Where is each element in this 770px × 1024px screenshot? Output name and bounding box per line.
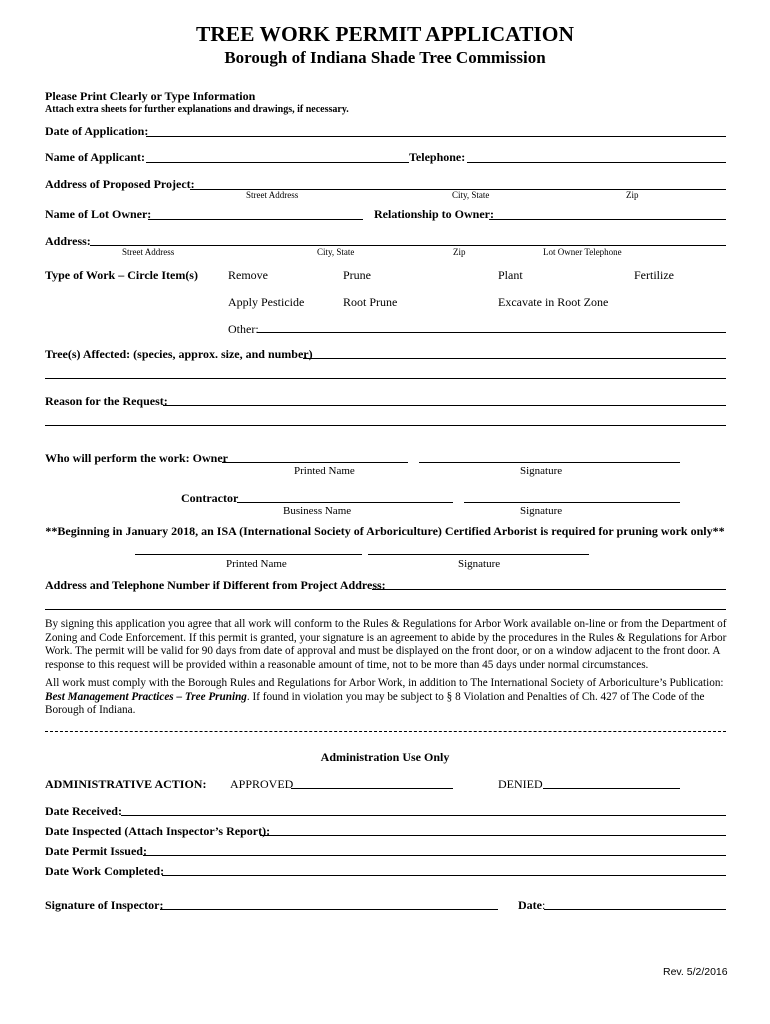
- compliance-paragraph: All work must comply with the Borough Rules and Regulations for Arbor Work, in addition to The International Society of Arboriculture’s Publication: Best Management Practices – Tree Pruning. If found in violation you may be subject to § 8 Violation and Penalties of Ch. 427 of The Code of the Borough of Indiana.: [45, 677, 724, 717]
- option-root-prune[interactable]: Root Prune: [343, 295, 398, 309]
- arborist-signature-field[interactable]: [368, 554, 589, 555]
- arborist-signature-caption: Signature: [458, 558, 501, 570]
- type-of-work-label: Type of Work – Circle Item(s): [45, 268, 198, 282]
- approved-label: APPROVED: [230, 777, 294, 791]
- owner-signature-caption: Signature: [520, 465, 563, 477]
- date-permit-issued-label: Date Permit Issued:: [45, 844, 147, 858]
- alt-address-label: Address and Telephone Number if Different from Project Address:: [45, 578, 386, 592]
- date-inspected-field[interactable]: [260, 835, 726, 836]
- relationship-label: Relationship to Owner:: [374, 207, 494, 221]
- admin-action-label: ADMINISTRATIVE ACTION:: [45, 777, 207, 791]
- form-title: TREE WORK PERMIT APPLICATION: [195, 22, 575, 46]
- owner-address-field[interactable]: [90, 245, 726, 246]
- owner-printed-name-caption: Printed Name: [294, 465, 355, 477]
- owner-signature-field[interactable]: [419, 462, 680, 463]
- inspector-signature-field[interactable]: [160, 909, 498, 910]
- date-work-completed-field[interactable]: [162, 875, 726, 876]
- date-of-application-label: Date of Application:: [45, 124, 149, 138]
- option-plant[interactable]: Plant: [498, 268, 523, 282]
- alt-address-field-2[interactable]: [45, 609, 726, 610]
- inspector-signature-label: Signature of Inspector:: [45, 898, 164, 912]
- form-subtitle: Borough of Indiana Shade Tree Commission: [224, 48, 546, 67]
- other-label: Other:: [228, 322, 259, 336]
- option-excavate[interactable]: Excavate in Root Zone: [498, 295, 609, 309]
- option-apply-pesticide[interactable]: Apply Pesticide: [228, 295, 305, 309]
- who-will-perform-label: Who will perform the work: Owner: [45, 451, 228, 465]
- date-inspected-label: Date Inspected (Attach Inspector’s Report):: [45, 824, 271, 838]
- contractor-label: Contractor: [181, 491, 239, 505]
- other-field[interactable]: [257, 332, 726, 333]
- date-received-field[interactable]: [121, 815, 726, 816]
- date-of-application-field[interactable]: [146, 136, 726, 137]
- telephone-field[interactable]: [467, 162, 726, 163]
- contractor-signature-caption: Signature: [520, 505, 563, 517]
- arborist-printed-name-field[interactable]: [135, 554, 362, 555]
- option-prune[interactable]: Prune: [343, 268, 371, 282]
- date-work-completed-label: Date Work Completed:: [45, 864, 165, 878]
- owner-address-label: Address:: [45, 234, 91, 248]
- trees-affected-field-2[interactable]: [45, 378, 726, 379]
- owner-zip-caption: Zip: [453, 247, 466, 257]
- owner-street-caption: Street Address: [122, 247, 175, 257]
- agreement-paragraph: By signing this application you agree that all work will conform to the Rules & Regulations for Arbor Work available on-line or from the Department of Zoning and Code Enforcement. If this permit is granted, your signature is an agreement to abide by the procedures in the Rules & Regulations for Arbor Work. The permit will be valid for 90 days from date of approval and must be displayed on the front door, or on a window adjacent to the front door. A response to this request will be provided within a reasonable amount of time, not to be more than 45 days under normal circumstances.: [45, 618, 727, 671]
- telephone-label: Telephone:: [409, 150, 466, 164]
- denied-label: DENIED: [498, 777, 543, 791]
- date-received-label: Date Received:: [45, 804, 122, 818]
- reason-field-2[interactable]: [45, 425, 726, 426]
- reason-field[interactable]: [163, 405, 726, 406]
- street-address-caption: Street Address: [246, 190, 299, 200]
- admin-heading: Administration Use Only: [320, 750, 450, 764]
- city-state-caption: City, State: [452, 190, 490, 200]
- option-fertilize[interactable]: Fertilize: [634, 268, 674, 282]
- relationship-field[interactable]: [489, 219, 726, 220]
- inspector-date-label: Date:: [518, 898, 546, 912]
- inspector-date-field[interactable]: [544, 909, 726, 910]
- option-remove[interactable]: Remove: [228, 268, 268, 282]
- contractor-signature-field[interactable]: [464, 502, 680, 503]
- zip-caption: Zip: [626, 190, 639, 200]
- arborist-printed-name-caption: Printed Name: [226, 558, 287, 570]
- project-address-label: Address of Proposed Project:: [45, 177, 195, 191]
- instructions-line1: Please Print Clearly or Type Information: [45, 89, 256, 103]
- owner-printed-name-field[interactable]: [222, 462, 408, 463]
- trees-affected-field[interactable]: [303, 358, 726, 359]
- date-permit-issued-field[interactable]: [143, 855, 726, 856]
- reason-label: Reason for the Request:: [45, 394, 168, 408]
- instructions-line2: Attach extra sheets for further explanations and drawings, if necessary.: [45, 104, 349, 115]
- name-of-applicant-field[interactable]: [146, 162, 409, 163]
- alt-address-field[interactable]: [372, 589, 726, 590]
- lot-owner-label: Name of Lot Owner:: [45, 207, 152, 221]
- lot-owner-field[interactable]: [148, 219, 363, 220]
- approved-field[interactable]: [291, 788, 453, 789]
- separator: [45, 731, 726, 732]
- business-name-caption: Business Name: [283, 505, 352, 517]
- isa-notice: **Beginning in January 2018, an ISA (International Society of Arboriculture) Certified Arborist is required for pruning work only**: [45, 524, 725, 538]
- revision-date: Rev. 5/2/2016: [663, 966, 728, 978]
- denied-field[interactable]: [543, 788, 680, 789]
- owner-city-caption: City, State: [317, 247, 355, 257]
- contractor-business-field[interactable]: [237, 502, 453, 503]
- name-of-applicant-label: Name of Applicant:: [45, 150, 145, 164]
- lot-owner-telephone-caption: Lot Owner Telephone: [543, 247, 622, 257]
- trees-affected-label: Tree(s) Affected: (species, approx. size, and number): [45, 347, 313, 361]
